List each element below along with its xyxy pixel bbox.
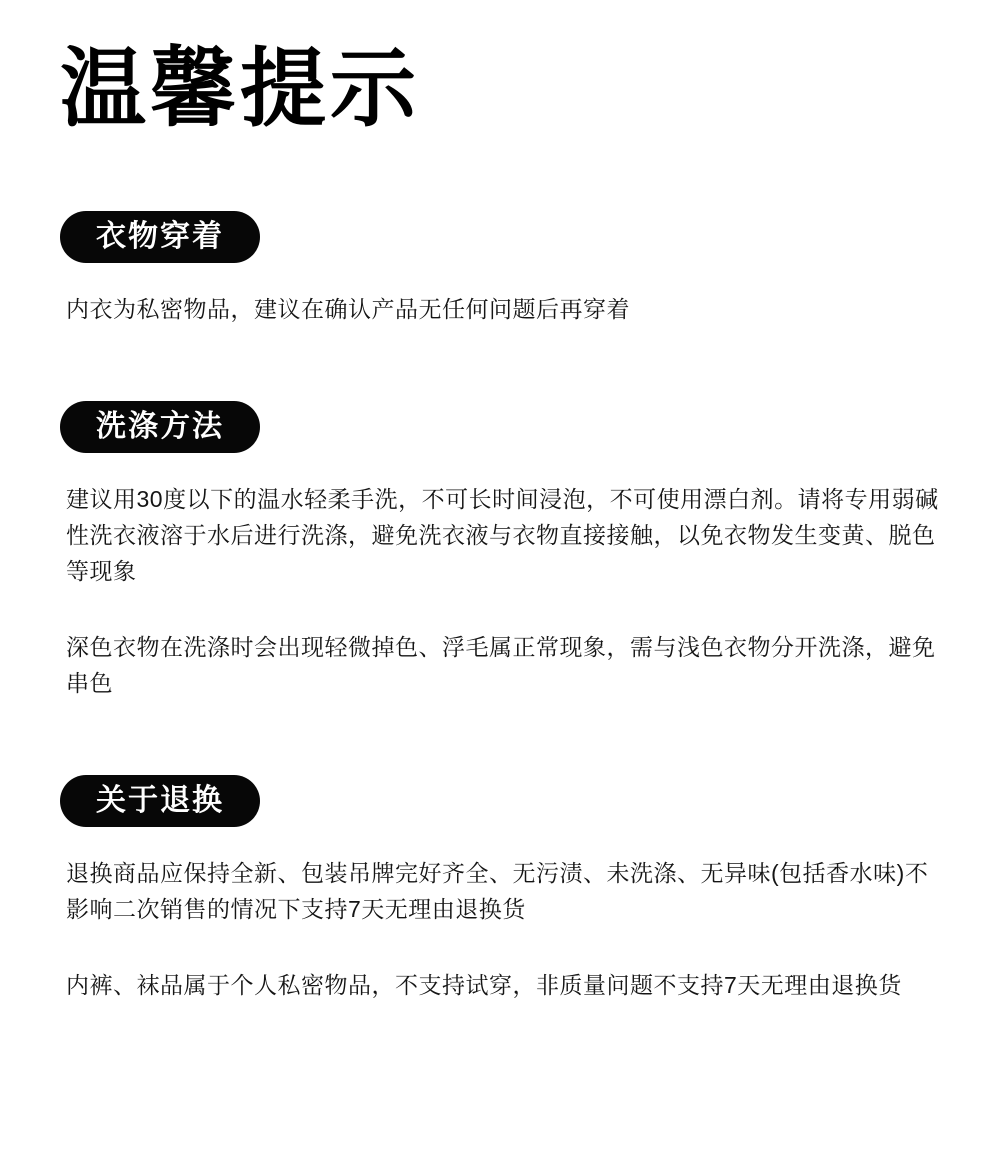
washing-method-paragraph-2: 深色衣物在洗涤时会出现轻微掉色、浮毛属正常现象，需与浅色衣物分开洗涤，避免串色: [66, 634, 936, 697]
section-returns: [60, 775, 940, 1003]
returns-paragraph-2: 内裤、袜品属于个人私密物品，不支持试穿，非质量问题不支持7天无理由退换货: [66, 972, 902, 999]
section-badge-returns: 关于退换: [60, 775, 260, 827]
section-clothing-wearing: [60, 211, 940, 327]
section-badge-clothing-wearing: 衣物穿着: [60, 211, 260, 263]
returns-paragraph-1: 退换商品应保持全新、包装吊牌完好齐全、无污渍、未洗涤、无异味(包括香水味)不影响二次销售的情况下支持7天无理由退换货: [66, 860, 929, 923]
section-washing-method: [60, 401, 940, 701]
clothing-wearing-paragraph: 内衣为私密物品，建议在确认产品无任何问题后再穿着: [66, 296, 630, 323]
section-badge-washing-method: 洗涤方法: [60, 401, 260, 453]
page-title: 温馨提示: [60, 41, 420, 137]
washing-method-paragraph-1: 建议用30度以下的温水轻柔手洗，不可长时间浸泡，不可使用漂白剂。请将专用弱碱性洗衣液溶于水后进行洗涤，避免洗衣液与衣物直接接触，以免衣物发生变黄、脱色等现象: [66, 486, 939, 585]
